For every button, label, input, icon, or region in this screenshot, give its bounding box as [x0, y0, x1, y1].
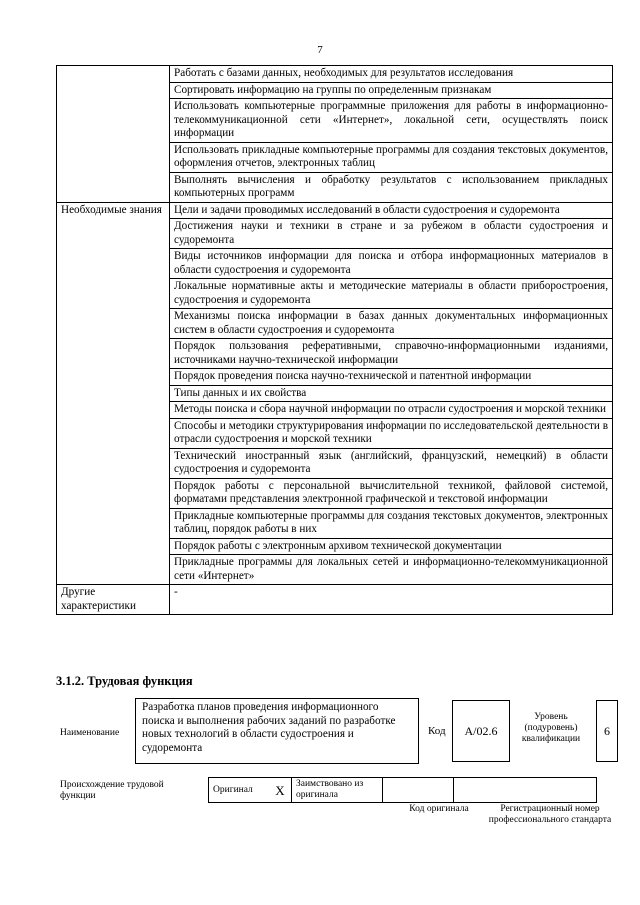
item-cell: Типы данных и их свойства	[170, 385, 613, 402]
item-cell: Технический иностранный язык (английский, французский, немецкий) в области судостроения и судоремонта	[170, 448, 613, 478]
item-cell: Работать с базами данных, необходимых для результатов исследования	[170, 66, 613, 83]
code-original-cell	[383, 778, 454, 803]
code-original-caption: Код оригинала	[409, 804, 469, 814]
function-name-box: Разработка планов проведения информационного поиска и выполнения рабочих заданий по разработке новых технологий в области судостроения и судоремонта	[135, 698, 419, 764]
item-cell: Способы и методики структурирования информации по исследовательской деятельности в отрасли судостроения и морской техники	[170, 418, 613, 448]
item-cell: Локальные нормативные акты и методические материалы в области приборостроения, судостроения и судоремонта	[170, 279, 613, 309]
reg-number-caption: Регистрационный номер профессионального стандарта	[488, 804, 612, 825]
page-number: 7	[317, 44, 323, 56]
category-cell: Необходимые знания	[57, 202, 170, 585]
item-cell: Методы поиска и сбора научной информации по отрасли судостроения и морской техники	[170, 402, 613, 419]
item-cell: Цели и задачи проводимых исследований в области судостроения и судоремонта	[170, 202, 613, 219]
item-cell: Механизмы поиска информации в базах данных документальных информационных систем в области судостроения и судоремонта	[170, 309, 613, 339]
borrowed-label: Заимствовано из оригинала	[292, 778, 383, 803]
reg-number-cell	[454, 778, 597, 803]
item-cell: Порядок работы с электронным архивом технической документации	[170, 538, 613, 555]
item-cell: Прикладные программы для локальных сетей и информационно-телекоммуникационной сети «Интернет»	[170, 555, 613, 585]
category-cell	[57, 66, 170, 203]
original-mark: X	[269, 778, 292, 803]
item-cell: Виды источников информации для поиска и отбора информационных материалов в области судостроения и судоремонта	[170, 249, 613, 279]
item-cell: Порядок пользования реферативными, справочно-информационными изданиями, источниками научно-технической информации	[170, 339, 613, 369]
level-label: Уровень (подуровень) квалификации	[521, 712, 581, 744]
origin-table	[208, 777, 597, 803]
section-title: 3.1.2. Трудовая функция	[56, 674, 193, 688]
item-cell: Порядок работы с персональной вычислительной техникой, файловой системой, форматами представления электронной графической и текстовой информации	[170, 478, 613, 508]
table-row	[57, 202, 613, 219]
table-row	[57, 585, 613, 615]
item-cell: Использовать компьютерные программные приложения для работы в информационно-телекоммуникационной сети «Интернет», локальной сети, осуществлять поиск информации	[170, 99, 613, 143]
origin-label: Происхождение трудовой функции	[60, 780, 164, 801]
code-value: А/02.6	[452, 700, 510, 762]
item-cell: Достижения науки и техники в стране и за рубежом в области судостроения и судоремонта	[170, 219, 613, 249]
item-cell: Прикладные компьютерные программы для создания текстовых документов, электронных таблиц, порядок работы в них	[170, 508, 613, 538]
original-label: Оригинал	[209, 778, 270, 803]
name-label: Наименование	[60, 728, 120, 738]
item-cell: Выполнять вычисления и обработку результатов с использованием прикладных компьютерных программ	[170, 172, 613, 202]
category-cell: Другие характеристики	[57, 585, 170, 615]
table-row	[57, 66, 613, 83]
item-cell: -	[170, 585, 613, 615]
code-label: Код	[428, 725, 446, 737]
item-cell: Использовать прикладные компьютерные программы для создания текстовых документов, оформления отчетов, электронных таблиц	[170, 142, 613, 172]
item-cell: Сортировать информацию на группы по определенным признакам	[170, 82, 613, 99]
item-cell: Порядок проведения поиска научно-технической и патентной информации	[170, 369, 613, 386]
requirements-table	[56, 65, 613, 615]
level-value: 6	[596, 700, 618, 762]
